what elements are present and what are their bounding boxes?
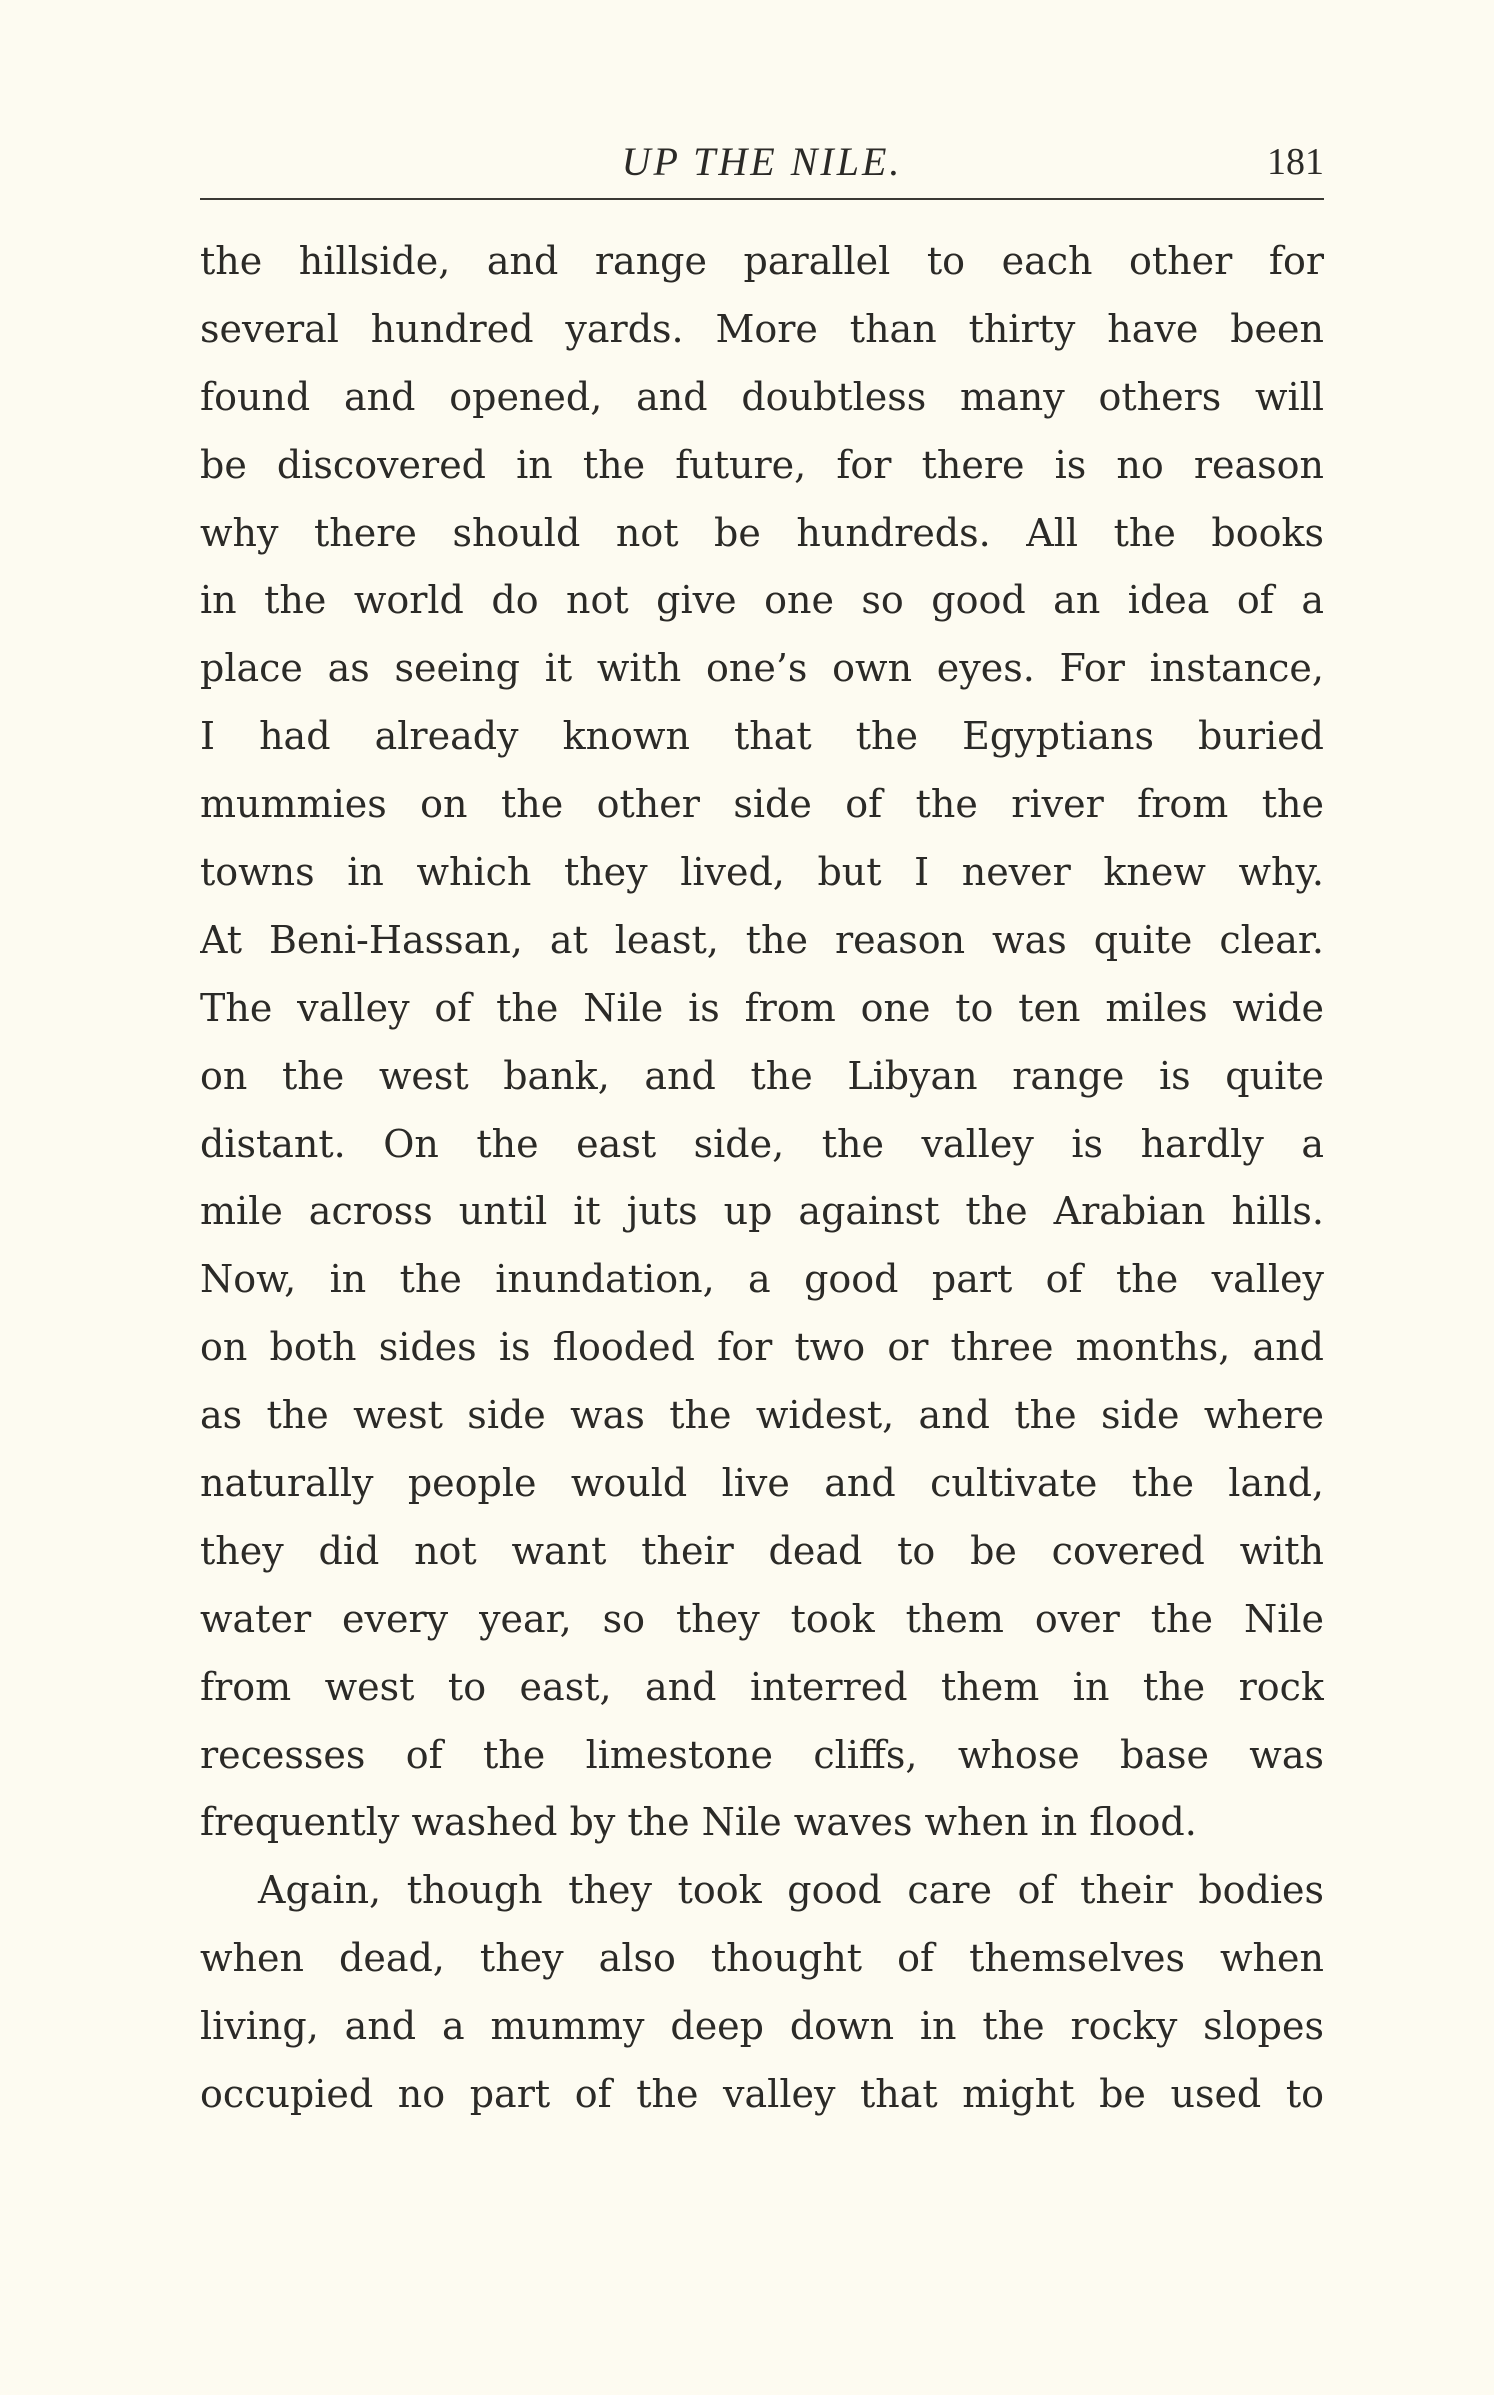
text-line: I had already known that the Egyptians buried xyxy=(200,714,1324,759)
body-text xyxy=(200,228,1324,2129)
text-line: recesses of the limestone cliffs, whose base was xyxy=(200,1732,1324,1777)
text-line: distant. On the east side, the valley is hardly a xyxy=(200,1121,1324,1166)
text-line: when dead, they also thought of themselves when xyxy=(200,1936,1324,1981)
header-rule xyxy=(200,198,1324,200)
text-line: mile across until it juts up against the Arabian hills. xyxy=(200,1189,1324,1234)
page-number: 181 xyxy=(1267,141,1324,183)
text-line: occupied no part of the valley that might be used to xyxy=(200,2072,1324,2117)
text-line: they did not want their dead to be covered with xyxy=(200,1528,1324,1573)
text-line: as the west side was the widest, and the side where xyxy=(200,1393,1324,1438)
text-line: mummies on the other side of the river from the xyxy=(200,782,1324,827)
text-line: Now, in the inundation, a good part of the valley xyxy=(200,1257,1324,1302)
running-title: UP THE NILE. xyxy=(621,139,903,184)
text-line: place as seeing it with one’s own eyes. For instance, xyxy=(200,646,1324,691)
text-line: from west to east, and interred them in the rock xyxy=(200,1664,1324,1709)
text-line: be discovered in the future, for there is no reason xyxy=(200,442,1324,487)
text-line: living, and a mummy deep down in the rocky slopes xyxy=(200,2004,1324,2049)
paragraph-last-line: frequently washed by the Nile waves when in flood. xyxy=(200,1800,1197,1845)
text-line: naturally people would live and cultivate the land, xyxy=(200,1461,1324,1506)
text-line: in the world do not give one so good an idea of a xyxy=(200,578,1324,623)
text-line: found and opened, and doubtless many others will xyxy=(200,374,1324,419)
text-line: on both sides is flooded for two or three months, and xyxy=(200,1325,1324,1370)
text-line: several hundred yards. More than thirty have been xyxy=(200,306,1324,351)
text-line: towns in which they lived, but I never knew why. xyxy=(200,850,1324,895)
text-line: At Beni-Hassan, at least, the reason was quite clear. xyxy=(200,917,1324,962)
text-line: the hillside, and range parallel to each other for xyxy=(200,239,1324,283)
running-head xyxy=(200,128,1324,198)
text-line: on the west bank, and the Libyan range is quite xyxy=(200,1053,1324,1098)
text-line: water every year, so they took them over the Nile xyxy=(200,1596,1324,1641)
text-line: The valley of the Nile is from one to ten miles wide xyxy=(200,985,1324,1030)
paragraph-first-line: Again, though they took good care of their bodies xyxy=(258,1868,1324,1913)
text-line: why there should not be hundreds. All the books xyxy=(200,510,1324,555)
